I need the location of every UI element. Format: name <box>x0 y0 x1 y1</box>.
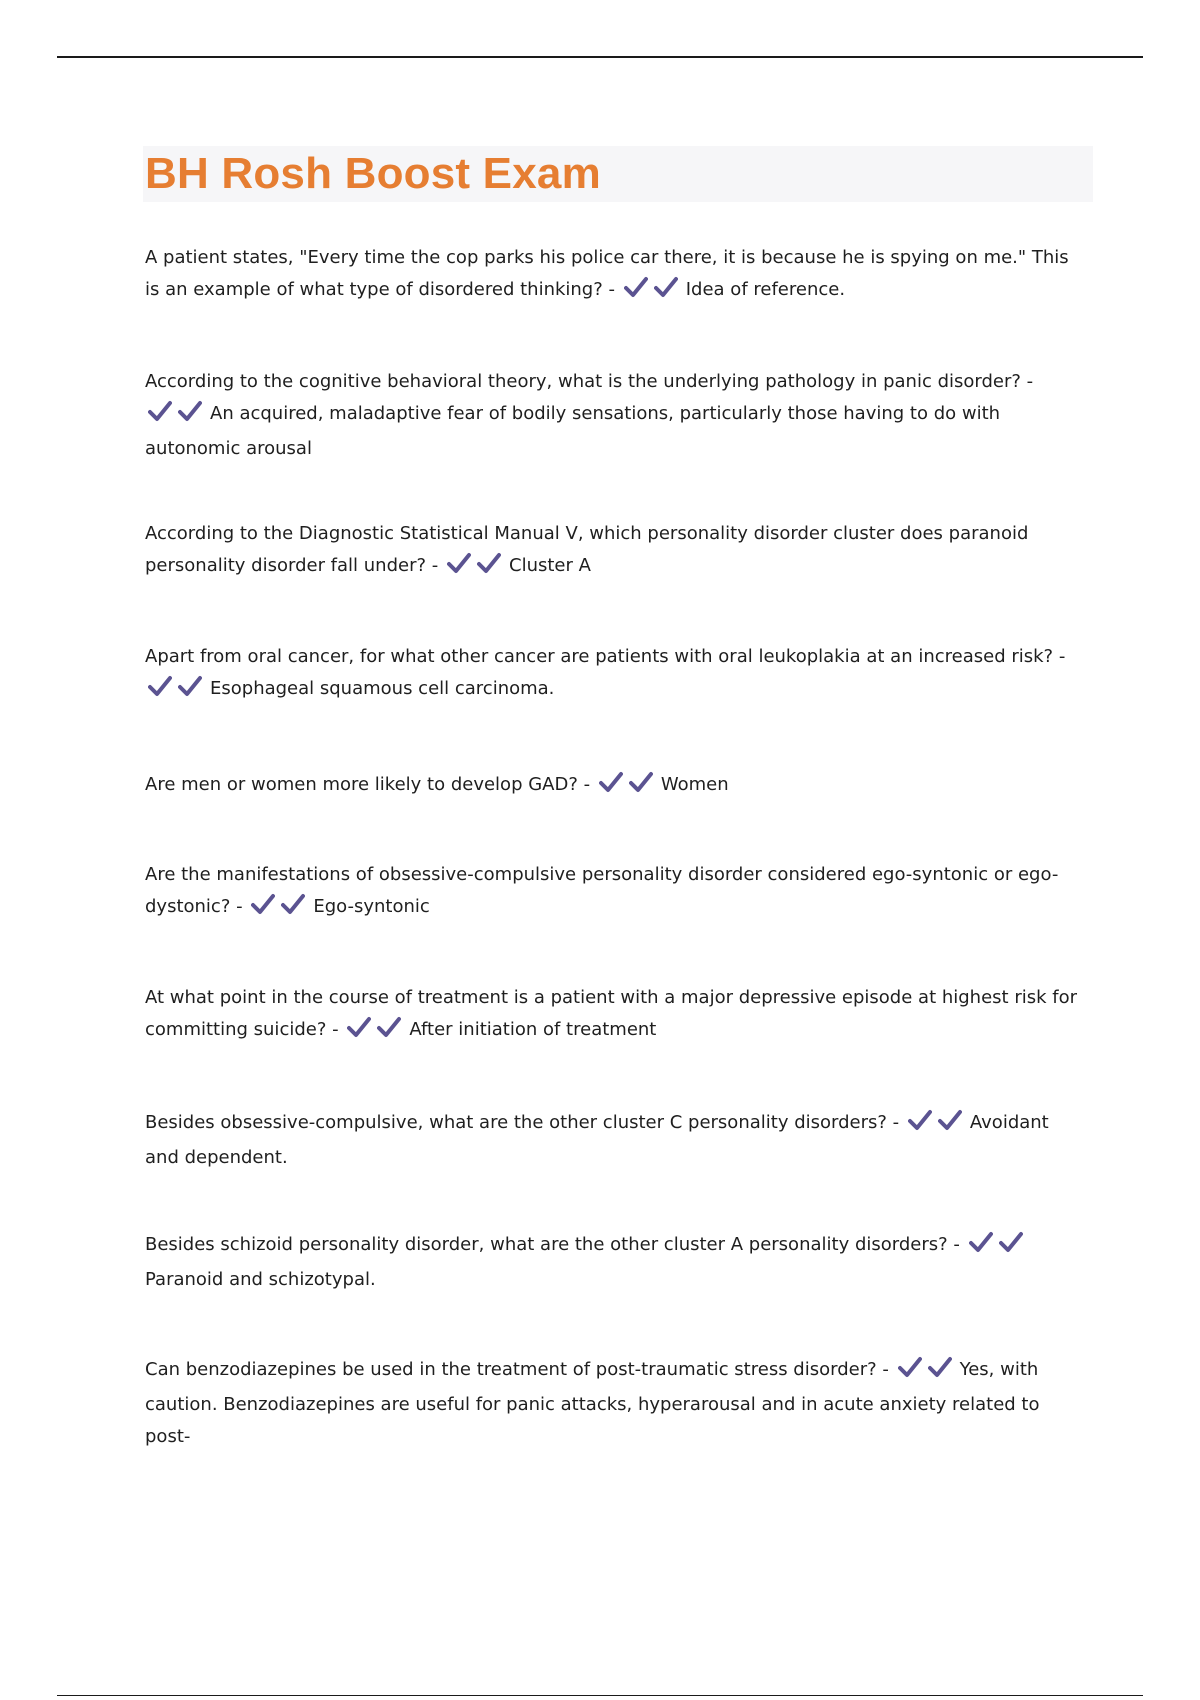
check-mark-icon <box>898 1356 922 1378</box>
page-title: BH Rosh Boost Exam <box>145 149 601 198</box>
check-mark-icon <box>624 276 648 298</box>
answer-checks <box>148 400 208 433</box>
answer-checks <box>251 893 311 926</box>
qa-item <box>145 641 1085 708</box>
question-text: Can benzodiazepines be used in the treatment of post-traumatic stress disorder? - <box>145 1359 889 1380</box>
qa-item <box>145 859 1085 926</box>
qa-item <box>145 1354 1085 1453</box>
answer-checks <box>599 771 659 804</box>
answer-checks <box>447 552 507 585</box>
answer-checks <box>969 1231 1029 1264</box>
check-mark-icon <box>347 1016 371 1038</box>
check-mark-icon <box>928 1356 952 1378</box>
question-text: At what point in the course of treatment is a patient with a major depressive episode at highest risk for committing suicide? - <box>145 987 1077 1040</box>
check-mark-icon <box>281 893 305 915</box>
check-mark-icon <box>599 771 623 793</box>
qa-item <box>145 242 1085 309</box>
check-mark-icon <box>178 400 202 422</box>
check-mark-icon <box>969 1231 993 1253</box>
check-mark-icon <box>447 552 471 574</box>
answer-text: Esophageal squamous cell carcinoma. <box>210 678 555 699</box>
check-mark-icon <box>477 552 501 574</box>
answer-text: Ego-syntonic <box>313 896 430 917</box>
answer-checks <box>898 1356 958 1389</box>
header-rule <box>57 56 1143 58</box>
answer-checks <box>148 675 208 708</box>
answer-text: Yes, with caution. Benzodiazepines are useful for panic attacks, hyperarousal and in acute anxiety related to post- <box>145 1359 1040 1447</box>
qa-item <box>145 518 1085 585</box>
answer-checks <box>624 276 684 309</box>
qa-item <box>145 982 1085 1049</box>
answer-checks <box>347 1016 407 1049</box>
check-mark-icon <box>251 893 275 915</box>
check-mark-icon <box>908 1109 932 1131</box>
footer-rule <box>57 1695 1143 1696</box>
answer-text: Avoidant and dependent. <box>145 1112 1049 1168</box>
check-mark-icon <box>629 771 653 793</box>
check-mark-icon <box>654 276 678 298</box>
qa-item <box>145 1229 1085 1296</box>
check-mark-icon <box>938 1109 962 1131</box>
question-text: Are men or women more likely to develop GAD? - <box>145 774 591 795</box>
question-text: According to the cognitive behavioral theory, what is the underlying pathology in panic disorder? - <box>145 371 1034 392</box>
answer-checks <box>908 1109 968 1142</box>
answer-text: Women <box>660 774 729 795</box>
answer-text: An acquired, maladaptive fear of bodily sensations, particularly those having to do with autonomic arousal <box>145 403 1001 459</box>
answer-text: Cluster A <box>509 555 591 576</box>
check-mark-icon <box>178 675 202 697</box>
answer-text: Paranoid and schizotypal. <box>145 1269 376 1290</box>
question-text: Besides obsessive-compulsive, what are the other cluster C personality disorders? - <box>145 1112 900 1133</box>
check-mark-icon <box>999 1231 1023 1253</box>
check-mark-icon <box>148 400 172 422</box>
title-banner <box>143 146 1093 202</box>
question-text: Besides schizoid personality disorder, what are the other cluster A personality disorders? - <box>145 1234 960 1255</box>
check-mark-icon <box>148 675 172 697</box>
qa-item <box>145 769 1085 804</box>
question-text: Are the manifestations of obsessive-compulsive personality disorder considered ego-syntonic or ego-dystonic? - <box>145 864 1059 917</box>
qa-item <box>145 366 1085 465</box>
question-text: Apart from oral cancer, for what other cancer are patients with oral leukoplakia at an increased risk? - <box>145 646 1066 667</box>
qa-item <box>145 1107 1085 1174</box>
answer-text: After initiation of treatment <box>409 1019 657 1040</box>
check-mark-icon <box>377 1016 401 1038</box>
answer-text: Idea of reference. <box>685 279 846 300</box>
question-text: A patient states, "Every time the cop parks his police car there, it is because he is spying on me." This is an example of what type of disordered thinking? - <box>145 247 1069 300</box>
question-text: According to the Diagnostic Statistical Manual V, which personality disorder cluster does paranoid personality disorder fall under? - <box>145 523 1029 576</box>
